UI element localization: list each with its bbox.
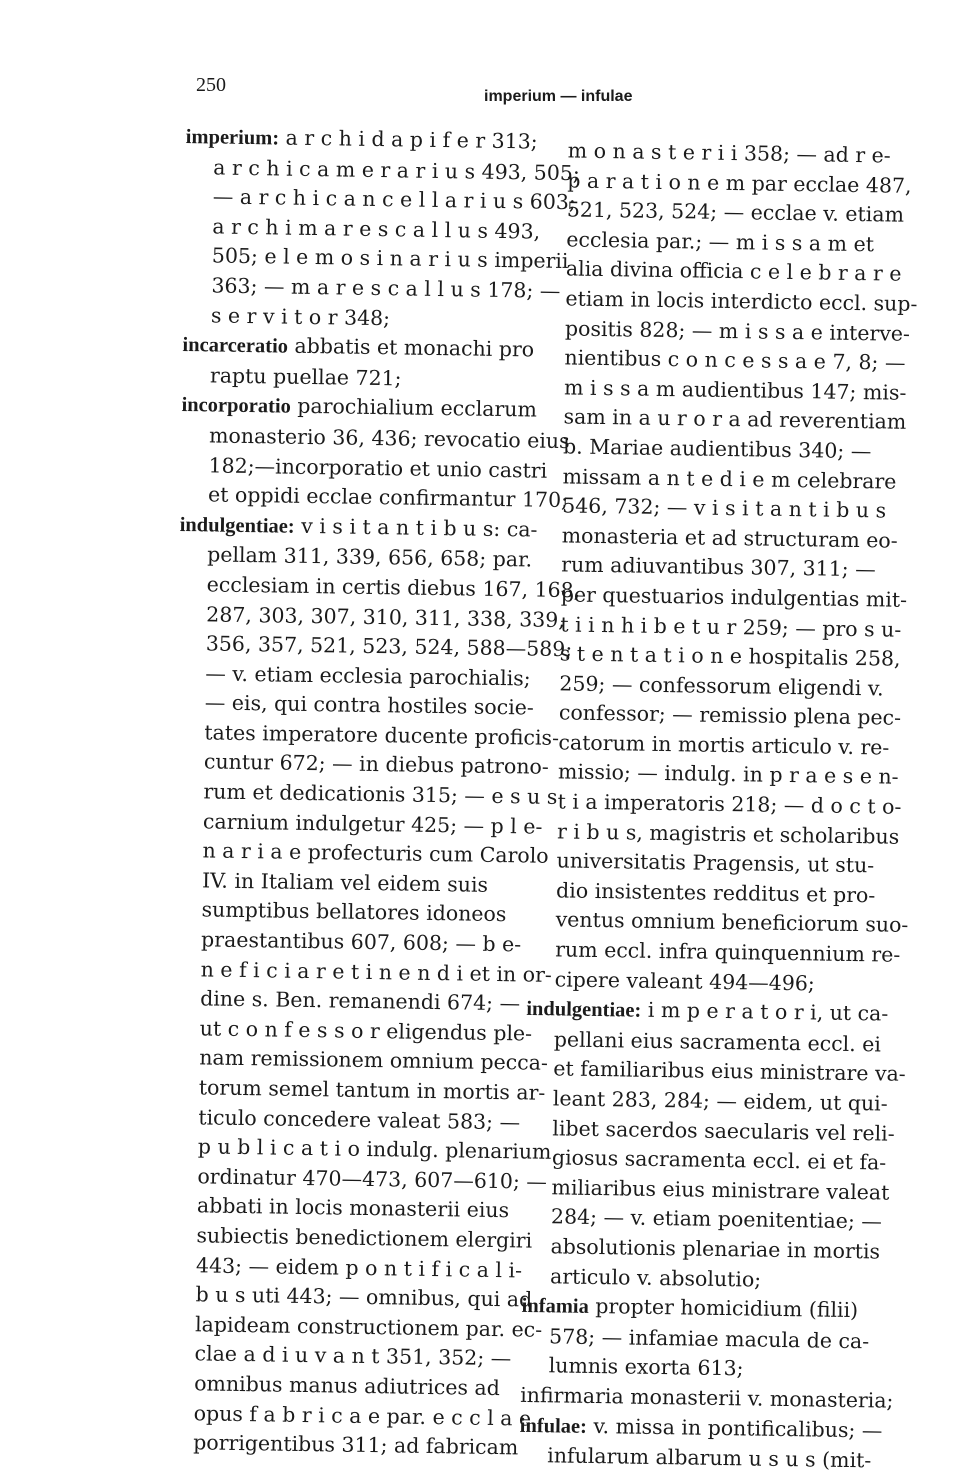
entry-text: ticulo concedere valeat 583; — <box>198 1104 521 1134</box>
entry-text: 356, 357, 521, 523, 524, 588—589; <box>205 631 573 662</box>
entry-text: clae a d i u v a n t 351, 352; — <box>194 1341 512 1371</box>
entry-text: — eis, qui contra hostiles socie- <box>204 690 535 720</box>
entry-text: IV. in Italiam vel eidem suis <box>201 868 489 897</box>
entry-text: b u s uti 443; — omnibus, qui ad <box>195 1282 533 1312</box>
entry-text: catorum in mortis articulo v. re- <box>558 730 890 760</box>
entry-text: confessor; — remissio plena pec- <box>558 700 902 731</box>
entry-text: absolutionis plenariae in mortis <box>550 1234 881 1264</box>
entry-text: giosus sacramenta eccl. ei et fa- <box>551 1145 887 1175</box>
entry-text: dio insistentes redditus et pro- <box>555 878 876 908</box>
entry-headword: infamia <box>521 1295 589 1319</box>
entry-text: cipere valeant 494—496; <box>554 966 815 996</box>
entry-text: 182;—incorporatio et unio castri <box>208 452 548 483</box>
entry-text: infularum albarum u s u s (mit- <box>547 1443 872 1473</box>
entry-text: carnium indulgetur 425; — p l e- <box>202 809 543 839</box>
entry-text: leant 283, 284; — eidem, ut qui- <box>552 1086 888 1116</box>
entry-text: a r c h i c a m e r a r i u s 493, 505; <box>213 155 581 185</box>
entry-text: omnibus manus adiutrices ad <box>194 1371 501 1401</box>
entry-text: et familiaribus eius ministrare va- <box>553 1056 906 1087</box>
entry-text: 443; — eidem p o n t i f i c a l i- <box>195 1252 523 1282</box>
entry-text: sam in a u r o r a ad reverentiam <box>563 404 907 435</box>
entry-text: ut c o n f e s s o r eligendus ple- <box>199 1016 533 1046</box>
entry-headword: indulgentiae: <box>179 513 295 538</box>
entry-text: rum eccl. infra quinquennium re- <box>555 937 901 967</box>
entry-text: s t e n t a t i o n e hospitalis 258, <box>559 641 901 671</box>
entry-text: nientibus c o n c e s s a e 7, 8; — <box>564 345 906 375</box>
entry-text: dine s. Ben. remanendi 674; — <box>200 986 521 1016</box>
running-head: imperium — infulae <box>484 88 633 105</box>
entry-text: 505; e l e m o s i n a r i u s imperii <box>211 243 569 274</box>
entry-text: raptu puellae 721; <box>209 363 402 391</box>
entry-text: parochialium ecclarum <box>290 394 538 422</box>
page-number: 250 <box>196 74 226 96</box>
entry-text: opus f a b r i c a e par. e c c l a e <box>193 1400 532 1431</box>
entry-text: cuntur 672; — in diebus patrono- <box>203 749 549 780</box>
entry-text: lumnis exorta 613; <box>548 1353 744 1381</box>
entry-text: 287, 303, 307, 310, 311, 338, 339, <box>206 601 566 632</box>
entry-text: universitatis Pragensis, ut stu- <box>556 848 875 878</box>
entry-text: t i a imperatoris 218; — d o c t o- <box>557 789 902 819</box>
entry-text: p a r a t i o n e m par ecclae 487, <box>567 168 912 198</box>
entry-text: etiam in locis interdicto eccl. sup- <box>565 286 918 316</box>
entry-headword: imperium: <box>185 125 280 150</box>
entry-text: et oppidi ecclae confirmantur 170; <box>207 482 569 513</box>
index-line <box>165 1428 535 1463</box>
entry-text: missio; — indulg. in p r a e s e n- <box>557 759 899 790</box>
entry-text: pellani eius sacramenta eccl. ei <box>553 1027 882 1057</box>
entry-text: 521, 523, 524; — ecclae v. etiam <box>566 197 905 227</box>
entry-text: p u b l i c a t i o indulg. plenarium <box>197 1134 552 1165</box>
entry-text: m o n a s t e r i i 358; — ad r e- <box>567 138 891 168</box>
entry-text: n a r i a e profecturis cum Carolo <box>202 838 549 869</box>
entry-text: a r c h i d a p i f e r 313; <box>278 125 538 154</box>
entry-text: ordinatur 470—473, 607—610; — <box>197 1164 548 1194</box>
right-column <box>519 136 920 1477</box>
entry-text: ecclesia par.; — m i s s a m et <box>566 227 875 257</box>
entry-headword: incarceratio <box>182 334 289 358</box>
entry-text: sumptibus bellatores idoneos <box>201 897 507 927</box>
entry-text: libet sacerdos saecularis vel reli- <box>552 1115 895 1146</box>
entry-text: miliaribus eius ministrare valeat <box>551 1175 890 1205</box>
entry-text: articulo v. absolutio; <box>549 1263 762 1292</box>
entry-text: s e r v i t o r 348; <box>210 302 391 330</box>
entry-text: abbati in locis monasterii eius <box>196 1193 510 1223</box>
entry-text: rum et dedicationis 315; — e s u s <box>203 779 558 809</box>
entry-text: ventus omnium beneficiorum suo- <box>555 907 909 938</box>
entry-text: v i s i t a n t i b u s: ca- <box>294 513 538 542</box>
entry-text: infirmaria monasterii v. monasteria; <box>520 1382 894 1413</box>
entry-text: m i s s a m audientibus 147; mis- <box>563 375 907 405</box>
entry-text: propter homicidium (filii) <box>588 1294 859 1323</box>
entry-text: — v. etiam ecclesia parochialis; <box>205 661 531 691</box>
entry-text: subiectis benedictionem elergiri <box>196 1223 533 1253</box>
entry-text: 284; — v. etiam poenitentiae; — <box>550 1204 883 1234</box>
entry-text: torum semel tantum in mortis ar- <box>198 1075 546 1105</box>
entry-text: 259; — confessorum eligendi v. <box>559 671 884 701</box>
entry-text: positis 828; — m i s s a e interve- <box>564 315 911 346</box>
entry-text: 363; — m a r e s c a l l u s 178; — <box>211 273 561 303</box>
entry-text: ecclesiam in certis diebus 167, 168, <box>206 572 581 603</box>
entry-text: monasterio 36, 436; revocatio eius <box>208 423 570 454</box>
entry-text: 546, 732; — v i s i t a n t i b u s <box>562 493 887 523</box>
entry-headword: infulae: <box>519 1414 588 1438</box>
entry-text: b. Mariae audientibus 340; — <box>562 434 872 464</box>
index-line <box>519 1441 899 1477</box>
entry-text: porrigentibus 311; ad fabricam <box>193 1430 519 1460</box>
entry-headword: incorporatio <box>181 394 292 419</box>
entry-text: rum adiuvantibus 307, 311; — <box>561 552 876 582</box>
entry-text: alia divina officia c e l e b r a r e <box>565 256 902 287</box>
entry-text: tates imperatore ducente proficis- <box>204 720 560 750</box>
entry-text: i m p e r a t o r i, ut ca- <box>641 997 889 1026</box>
entry-text: r i b u s, magistris et scholaribus <box>556 819 900 849</box>
entry-text: 578; — infamiae macula de ca- <box>548 1324 870 1354</box>
left-column <box>165 122 581 1463</box>
entry-text: abbatis et monachi pro <box>287 333 535 362</box>
entry-text: — a r c h i c a n c e l l a r i u s 603; <box>212 184 577 215</box>
entry-text: v. missa in pontificalibus; — <box>586 1413 883 1443</box>
entry-text: praestantibus 607, 608; — b e- <box>200 927 522 957</box>
entry-headword: indulgentiae: <box>526 998 642 1022</box>
entry-text: lapideam constructionem par. ec- <box>194 1312 543 1342</box>
entry-text: t i i n h i b e t u r 259; — pro s u- <box>560 611 902 642</box>
entry-text: a r c h i m a r e s c a l l u s 493, <box>212 214 541 244</box>
entry-text: nam remissionem omnium pecca- <box>199 1045 549 1076</box>
entry-text: per questuarios indulgentias mit- <box>560 582 908 612</box>
entry-text: missam a n t e d i e m celebrare <box>562 463 897 494</box>
entry-text: n e f i c i a r e t i n e n d i et in or- <box>200 956 553 987</box>
entry-text: monasteria et ad structuram eo- <box>561 523 898 553</box>
entry-text: pellam 311, 339, 656, 658; par. <box>207 542 533 572</box>
